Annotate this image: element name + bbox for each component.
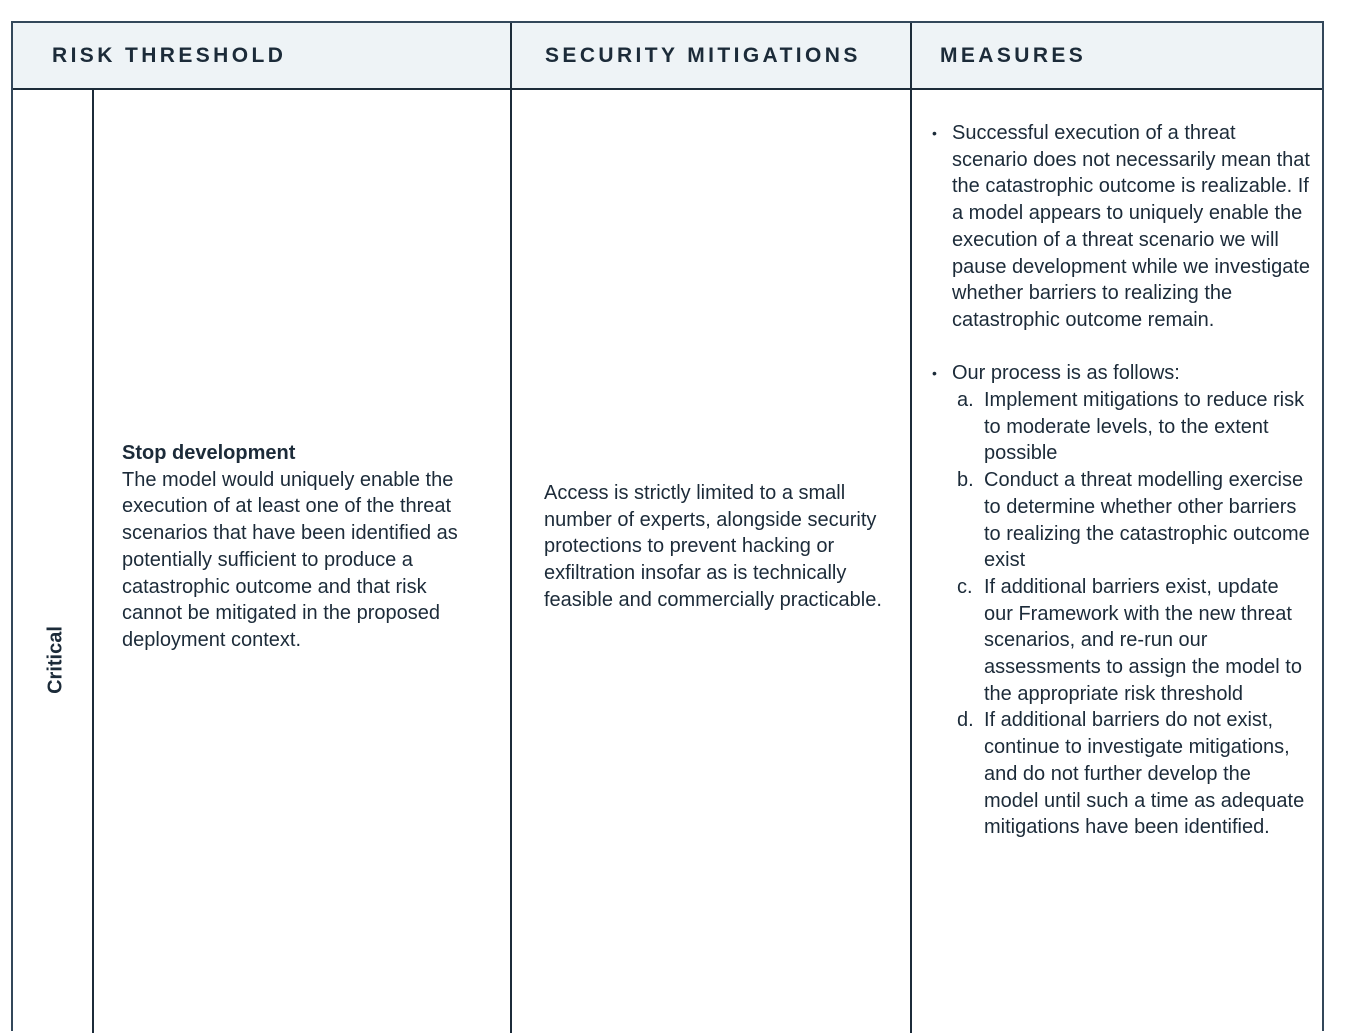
risk-level-label: Critical <box>44 626 67 694</box>
step-text: If additional barriers exist, update our Framework with the new threat scenarios, and re-run our assessments to assign the model to the appropriate risk threshold <box>984 575 1302 705</box>
header-risk-threshold: RISK THRESHOLD <box>52 44 287 67</box>
process-step <box>930 467 1310 574</box>
process-step <box>930 707 1310 841</box>
risk-threshold-table <box>11 21 1324 1031</box>
process-step <box>930 574 1310 708</box>
step-marker: d. <box>957 709 974 732</box>
table-header-row <box>13 23 1322 90</box>
step-text: If additional barriers do not exist, continue to investigate mitigations, and do not further develop the model until such a time as adequate mitigations have been identified. <box>984 709 1305 839</box>
step-text: Conduct a threat modelling exercise to determine whether other barriers to realizing the catastrophic outcome exist <box>984 469 1310 572</box>
process-step <box>930 387 1310 467</box>
threshold-description: The model would uniquely enable the execution of at least one of the threat scenarios that have been identified as potentially sufficient to produce a catastrophic outcome and that risk cannot be mitigated in the proposed deployment context. <box>122 468 458 651</box>
header-measures: MEASURES <box>940 44 1087 67</box>
risk-level-cell <box>13 90 93 1033</box>
threshold-cell <box>122 440 482 654</box>
step-marker: c. <box>957 575 973 598</box>
security-mitigation-cell: Access is strictly limited to a small number of experts, alongside security protections to prevent hacking or exfiltration insofar as is technically feasible and commercially practicable. <box>544 482 882 611</box>
column-divider <box>510 23 512 1033</box>
measures-cell <box>930 120 1310 841</box>
threshold-title: Stop development <box>122 442 296 464</box>
column-divider <box>910 23 912 1033</box>
measures-bullet: • Our process is as follows: <box>930 360 1310 387</box>
step-marker: a. <box>957 389 974 412</box>
step-marker: b. <box>957 469 974 492</box>
measures-bullet: • Successful execution of a threat scenario does not necessarily mean that the catastrophic outcome is realizable. If a model appears to uniquely enable the execution of a threat scenario we will pause development while we investigate whether barriers to realizing the catastrophic outcome remain. <box>930 120 1310 334</box>
header-security-mitigations: SECURITY MITIGATIONS <box>545 44 861 67</box>
step-text: Implement mitigations to reduce risk to moderate levels, to the extent possible <box>984 389 1305 465</box>
